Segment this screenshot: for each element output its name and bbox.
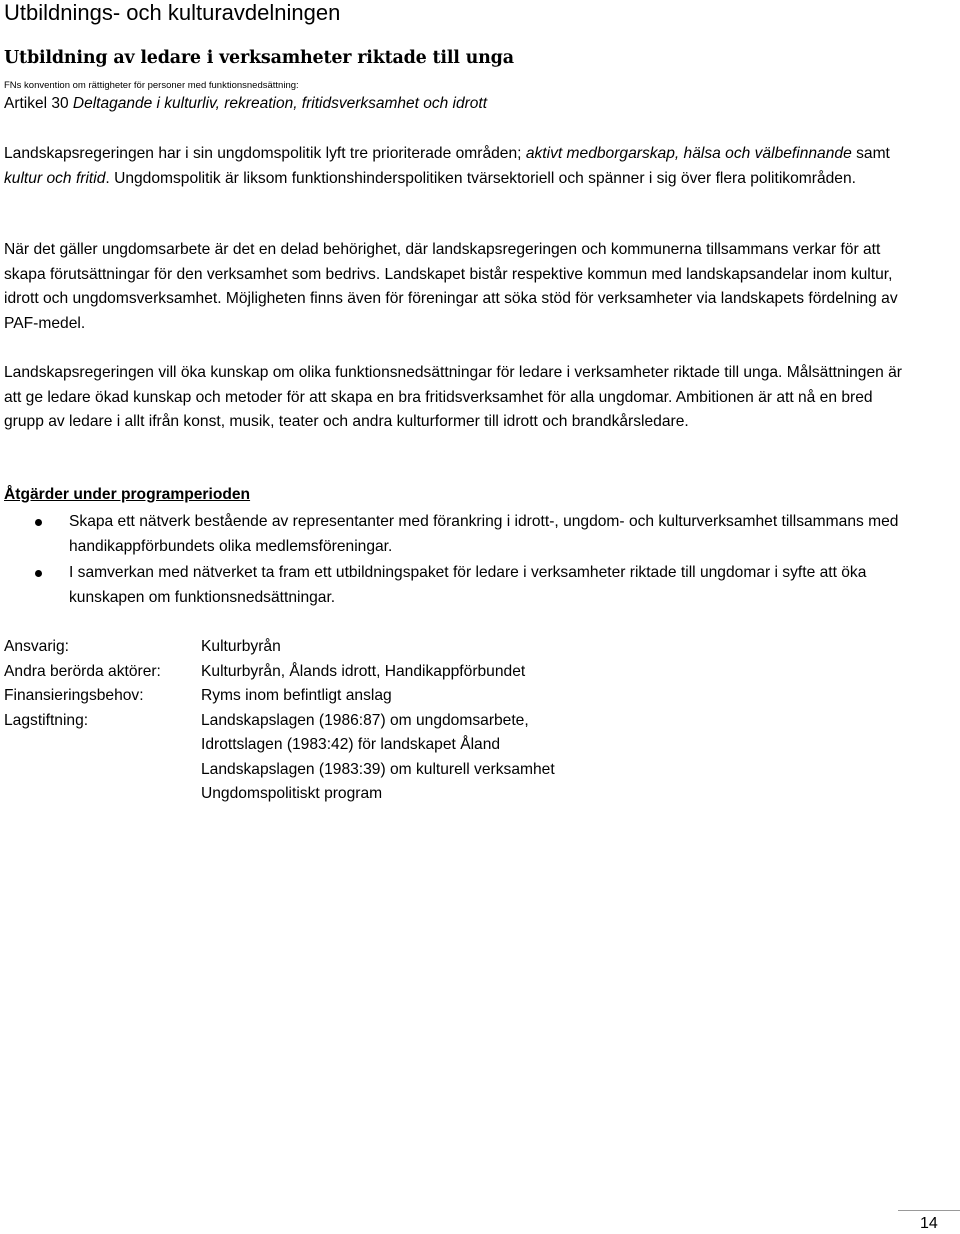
text-run: Landskapsregeringen har i sin ungdomspolitik lyft tre prioriterade områden; [4,145,526,162]
actions-heading-text: Åtgärder under programperioden [4,486,251,503]
page-number: 14 [920,1215,938,1232]
list-item [4,561,904,610]
table-row [4,684,555,709]
others-value: Kulturbyrån, Ålands idrott, Handikappförbundet [201,662,526,680]
section-title: Utbildnings- och kulturavdelningen [4,0,341,25]
funding-value: Ryms inom befintligt anslag [201,687,392,704]
paragraph-youth-work: När det gäller ungdomsarbete är det en delad behörighet, där landskapsregeringen och kommunerna tillsammans verkar för att skapa förutsättningar för den verksamhet som bedrivs. Landskapet bistår respektive kommun med landskapsandelar inom kultur, idrott och ungdomsverksamhet. Möjligheten finns även för föreningar att söka stöd för verksamheter via landskapets fördelning av PAF-medel. [4,241,898,332]
text-run: samt [851,145,890,162]
actions-heading [4,486,250,504]
table-row [4,709,555,807]
legislation-label: Lagstiftning: [4,711,89,729]
article-title: Deltagande i kulturliv, rekreation, fritidsverksamhet och idrott [72,95,488,112]
actions-list [4,510,904,612]
responsible-label: Ansvarig: [4,638,70,655]
document-title: Utbildning av ledare i verksamheter riktade till unga [4,48,514,68]
legislation-item: Landskapslagen (1986:87) om ungdomsarbete, [201,711,529,729]
legislation-item: Ungdomspolitiskt program [201,785,383,802]
list-item [4,510,904,559]
text-run: . Ungdomspolitik är liksom funktionshinderspolitiken tvärsektoriell och spänner i sig över flera politikområden. [105,169,856,187]
article-prefix: Artikel 30 [4,95,73,112]
legislation-item: Landskapslagen (1983:39) om kulturell verksamhet [201,760,555,778]
bullet-icon [35,570,42,577]
list-item-text: I samverkan med nätverket ta fram ett utbildningspaket för ledare i verksamheter riktade till ungdomar i syfte att öka kunskapen om funktionsnedsättningar. [69,564,867,606]
list-item-text: Skapa ett nätverk bestående av representanter med förankring i idrott-, ungdom- och kulturverksamhet tillsammans med handikappförbundets olika medlemsföreningar. [69,513,899,555]
legislation-item: Idrottslagen (1983:42) för landskapet Åland [201,736,501,753]
responsibility-table [4,635,555,807]
table-row [4,660,555,685]
paragraph-leader-knowledge: Landskapsregeringen vill öka kunskap om olika funktionsnedsättningar för ledare i verksamheter riktade till unga. Målsättningen är att ge ledare ökad kunskap och metoder för att skapa en bra fritidsverksamhet för alla ungdomar. Ambitionen är att nå en bred grupp av ledare i allt ifrån konst, musik, teater och andra kulturformer till idrott och brandkårsledare. [4,364,903,430]
page-number-rule [898,1210,960,1211]
responsible-value: Kulturbyrån [201,638,281,655]
funding-label: Finansieringsbehov: [4,687,144,704]
bullet-icon [35,519,42,526]
table-row [4,635,555,660]
article-reference [4,95,487,113]
paragraph-youth-policy [4,142,904,191]
convention-note: FNs konvention om rättigheter för personer med funktionsnedsättning: [4,80,299,91]
legislation-values [201,709,555,807]
others-label: Andra berörda aktörer: [4,662,161,680]
italic-run: kultur och fritid [4,169,106,187]
italic-run: aktivt medborgarskap, hälsa och välbefinnande [525,145,852,162]
